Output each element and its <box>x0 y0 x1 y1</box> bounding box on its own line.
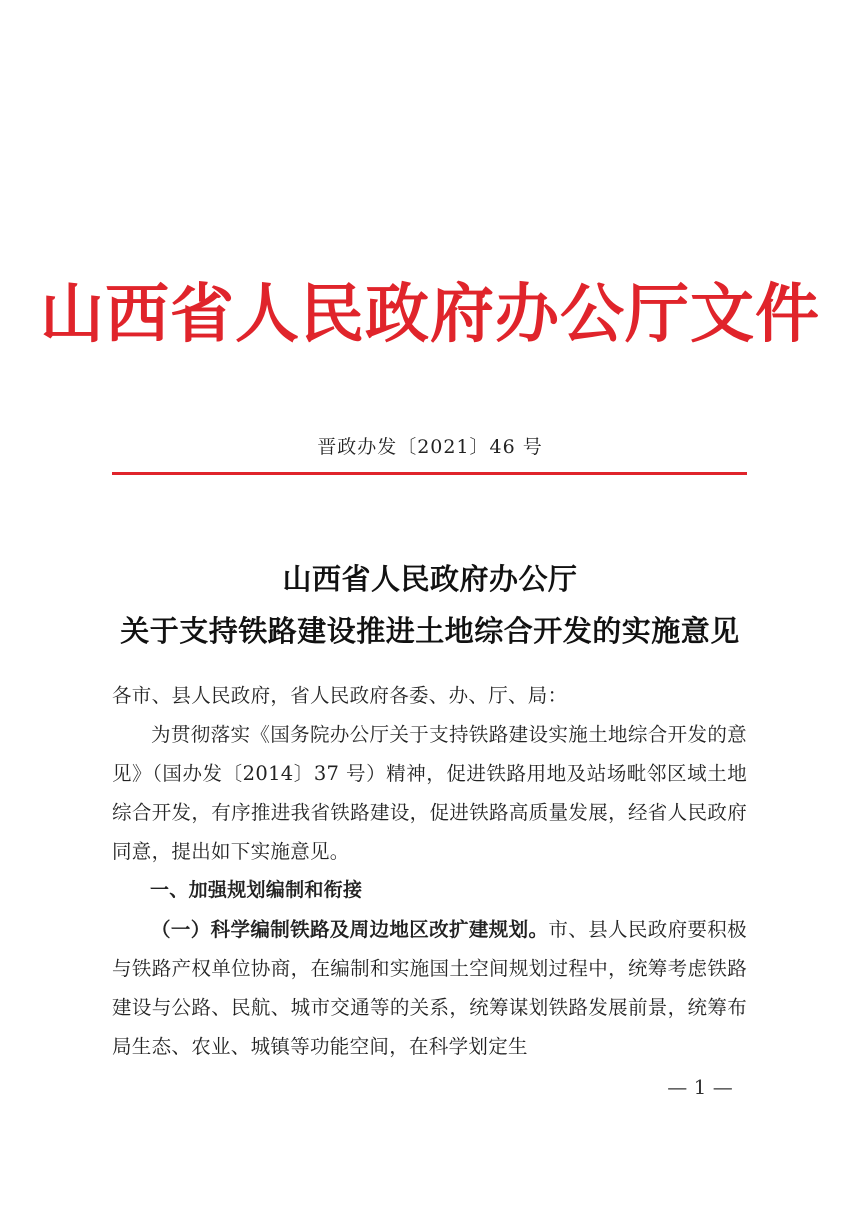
masthead-title: 山西省人民政府办公厅文件 <box>40 277 820 352</box>
body-paragraph <box>112 910 747 1066</box>
subsection-text: 市、县人民政府要积极与铁路产权单位协商，在编制和实施国土空间规划过程中，统筹考虑铁路建设与公路、民航、城市交通等的关系，统筹谋划铁路发展前景，统筹布局生态、农业、城镇等功能空间，在科学划定生 <box>112 918 747 1058</box>
salutation: 各市、县人民政府，省人民政府各委、办、厅、局： <box>112 684 568 707</box>
section-heading: 一、加强规划编制和衔接 <box>150 879 363 901</box>
document-title-line-2: 关于支持铁路建设推进土地综合开发的实施意见 <box>120 614 740 648</box>
body-paragraph: 为贯彻落实《国务院办公厅关于支持铁路建设实施土地综合开发的意见》（国办发〔2014〕37 号）精神，促进铁路用地及站场毗邻区域土地综合开发，有序推进我省铁路建设，促进铁路高质量发展，经省人民政府同意，提出如下实施意见。 <box>112 723 747 863</box>
document-title <box>0 553 860 657</box>
document-body <box>112 676 747 1066</box>
document-title-line-1: 山西省人民政府办公厅 <box>282 562 578 596</box>
red-divider-line <box>112 472 747 475</box>
document-number: 晋政办发〔2021〕46 号 <box>317 436 543 458</box>
subsection-heading: （一）科学编制铁路及周边地区改扩建规划。 <box>151 918 549 941</box>
page-number: — 1 — <box>667 1075 733 1099</box>
